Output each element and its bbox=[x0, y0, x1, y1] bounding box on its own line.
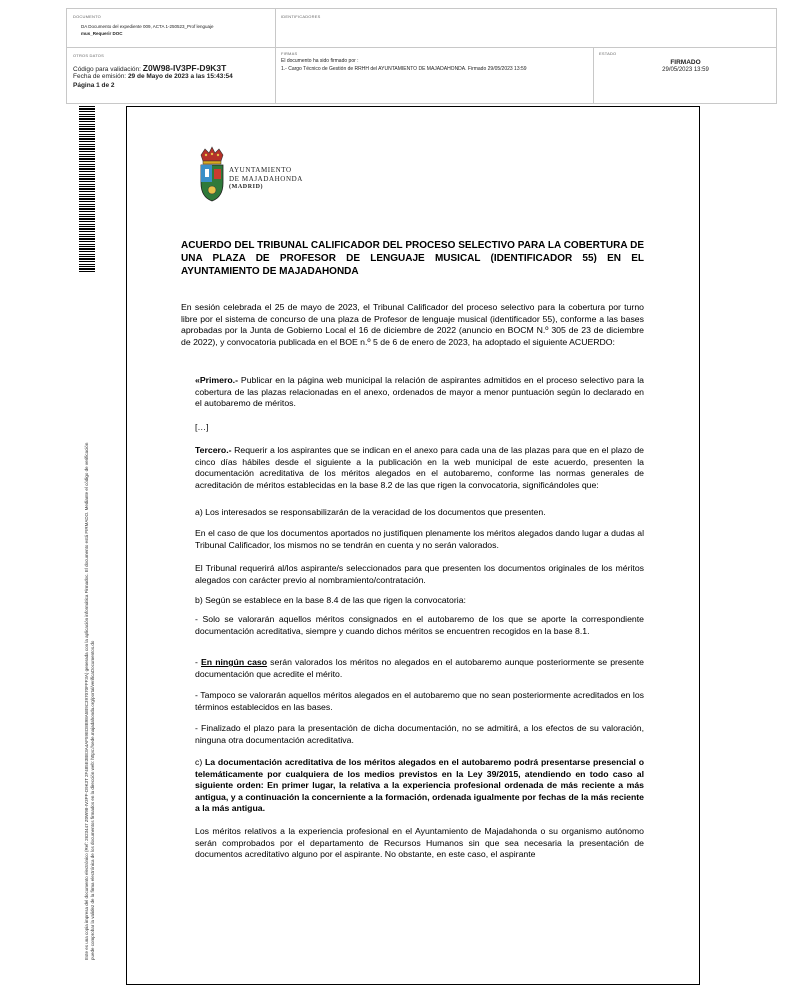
ayuntamiento-logo-text bbox=[229, 166, 303, 191]
tercero-label: Tercero.- bbox=[195, 445, 232, 455]
primero-paragraph bbox=[195, 375, 644, 410]
signature-header bbox=[66, 8, 777, 104]
para-meritos-text: Los méritos relativos a la experiencia profesional en el Ayuntamiento de Majadahonda o su organismo autónomo serán comprobados por el departamento de Recursos Humanos sin que sea necesaria la presentación de documentos acreditativo alguno por el aspirante. No obstante, en este caso, el aspirante bbox=[195, 826, 644, 860]
para-caso-text: En el caso de que los documentos aportados no justifiquen plenamente los méritos alegados dando lugar a dudas al Tribunal Calificador, los mismos no se tendrán en cuenta y no serán valorados. bbox=[195, 528, 644, 550]
documento-value-2: mus_Requerir DOC bbox=[81, 31, 123, 36]
document-title: ACUERDO DEL TRIBUNAL CALIFICADOR DEL PROCESO SELECTIVO PARA LA COBERTURA DE UNA PLAZA DE PROFESOR DE LENGUAJE MUSICAL (IDENTIFICADOR 55) EN EL AYUNTAMIENTO DE MAJADAHONDA bbox=[181, 240, 644, 277]
ellipsis bbox=[195, 422, 644, 434]
para-ningun-underlined: En ningún caso bbox=[201, 657, 268, 667]
para-finalizado-text: - Finalizado el plazo para la presentación de dicha documentación, no se admitirá, a los efectos de su valoración, ninguna otra documentación acreditativa. bbox=[195, 723, 644, 745]
barcode bbox=[79, 106, 95, 272]
header-divider bbox=[67, 47, 776, 48]
para-meritos bbox=[195, 826, 644, 861]
para-a-text: a) Los interesados se responsabilizarán de la veracidad de los documentos que presenten. bbox=[195, 507, 546, 517]
para-caso bbox=[195, 528, 644, 551]
header-divider bbox=[275, 9, 276, 103]
para-ningun-caso bbox=[195, 657, 644, 680]
para-tribunal-text: El Tribunal requerirá al/los aspirante/s seleccionados para que presenten los documentos originales de los méritos alegados con carácter previo al nombramiento/contratación. bbox=[195, 563, 644, 585]
identificadores-label: IDENTIFICADORES bbox=[281, 14, 321, 19]
primero-label: «Primero.- bbox=[195, 375, 238, 385]
para-tribunal bbox=[195, 563, 644, 586]
para-solo bbox=[195, 614, 644, 637]
intro-paragraph bbox=[181, 302, 644, 348]
codigo-prefix: Código para validación: bbox=[73, 66, 141, 73]
header-divider bbox=[593, 47, 594, 103]
para-tampoco-text: - Tampoco se valorarán aquellos méritos alegados en el autobaremo que no sean posteriormente acreditados en los términos establecidos en las bases. bbox=[195, 690, 644, 712]
logo-line-2: DE MAJADAHONDA bbox=[229, 174, 303, 183]
para-a bbox=[195, 507, 644, 519]
intro-text: En sesión celebrada el 25 de mayo de 2023, el Tribunal Calificador del proceso selectivo para la cobertura por turno libre por el sistema de concurso de una plaza de Profesor de lenguaje musical (identificador 55), conforme a las bases aprobadas por la Junta de Gobierno Local el 16 de diciembre de 2022 (anuncio en BOCM N.º 305 de 23 de diciembre de 2022), y convocatoria publicada en el BOE n.º 5 de 6 de enero de 2023, ha adoptado el siguiente ACUERDO: bbox=[181, 302, 644, 347]
primero-text: Publicar en la página web municipal la relación de aspirantes admitidos en el proceso selectivo para la cobertura de las plazas relacionadas en el anexo, ordenados de mayor a menor puntuación según lo declarado en el autobaremo de méritos. bbox=[195, 375, 644, 409]
para-b bbox=[195, 595, 644, 607]
para-ningun-prefix: - bbox=[195, 657, 201, 667]
side-text-line-2: puede comprobar la validez de la firma electrónica de los documentos firmados en la dirección web: https://sede.majadahonda.org/portal/verificaDocumentos.do bbox=[90, 640, 95, 960]
para-solo-text: - Solo se valorarán aquellos méritos consignados en el autobaremo de los que se aporte la correspondiente documentación acreditativa, siempre y cuando dichos méritos se encuentren recogidos en la base 8.1. bbox=[195, 614, 644, 636]
fecha-prefix: Fecha de emisión: bbox=[73, 73, 127, 80]
estado-value: FIRMADO bbox=[670, 59, 701, 66]
tercero-paragraph bbox=[195, 445, 644, 491]
crest-icon bbox=[197, 145, 227, 205]
para-c-prefix: c) bbox=[195, 757, 205, 767]
fecha-value: 29 de Mayo de 2023 a las 15:43:54 bbox=[127, 73, 233, 80]
pagina-indicator: Página 1 de 2 bbox=[73, 82, 115, 89]
logo-line-3: (MADRID) bbox=[229, 183, 264, 190]
para-b-text: b) Según se establece en la base 8.4 de las que rigen la convocatoria: bbox=[195, 595, 466, 605]
fecha-emision bbox=[73, 73, 233, 81]
firmas-line-2: 1.- Cargo Técnico de Gestión de RRHH del AYUNTAMIENTO DE MAJADAHONDA. Firmado 29/05/2023 13:59 bbox=[281, 66, 527, 72]
tercero-text: Requerir a los aspirantes que se indican en el anexo para cada una de las plazas para que en el plazo de cinco días hábiles desde el siguiente a la publicación en la web municipal de este acuerdo, presenten la documentación acreditativa de los méritos alegados en el autobaremo, conforme las normas generales de acreditación de méritos establecidas en la base 8.2 de las que rigen la convocatoria, significándoles que: bbox=[195, 445, 644, 490]
codigo-value: Z0W98-IV3PF-D9K3T bbox=[142, 63, 227, 73]
documento-value-1: DA Documento del expediente 009, ACTA 1-250523_Prof lenguaje bbox=[81, 24, 214, 29]
side-text-line-1: Este es una copia impresa del documento electrónico (Ref: 2623447 Z0W98-IV3PF-D9K3T 2F485E3BE3A4AF59ED8B98A5B9C397070FFF3A) generada con la aplicación informática Firmadoc. El documento está FIRMADO. Mediante el código de verificación bbox=[84, 442, 89, 960]
para-ningun-rest: serán valorados los méritos no alegados en el autobaremo aunque posteriormente se presente documentación que acredite el mérito. bbox=[195, 657, 644, 679]
firmas-line-1: El documento ha sido firmado por : bbox=[281, 58, 359, 64]
logo-line-1: AYUNTAMIENTO bbox=[229, 166, 292, 174]
firmas-label: FIRMAS bbox=[281, 51, 298, 56]
para-finalizado bbox=[195, 723, 644, 746]
para-tampoco bbox=[195, 690, 644, 713]
estado-date: 29/05/2023 13:59 bbox=[662, 67, 709, 73]
verification-side-text bbox=[84, 280, 96, 960]
estado-label: ESTADO bbox=[599, 51, 617, 56]
para-c bbox=[195, 757, 644, 815]
para-c-bold: La documentación acreditativa de los méritos alegados en el autobaremo podrá presentarse presencial o telemáticamente por cualquiera de los medios previstos en la Ley 39/2015, atendiendo en todo caso al siguiente orden: En primer lugar, la relativa a la experiencia profesional ordenada de más reciente a más antigua, y a continuación la concerniente a la formación, ordenada igualmente por fechas de la más reciente a la más antigua. bbox=[195, 757, 644, 814]
documento-label: DOCUMENTO bbox=[73, 14, 101, 19]
ellipsis-text: […] bbox=[195, 422, 209, 432]
otros-datos-label: OTROS DATOS bbox=[73, 53, 104, 58]
